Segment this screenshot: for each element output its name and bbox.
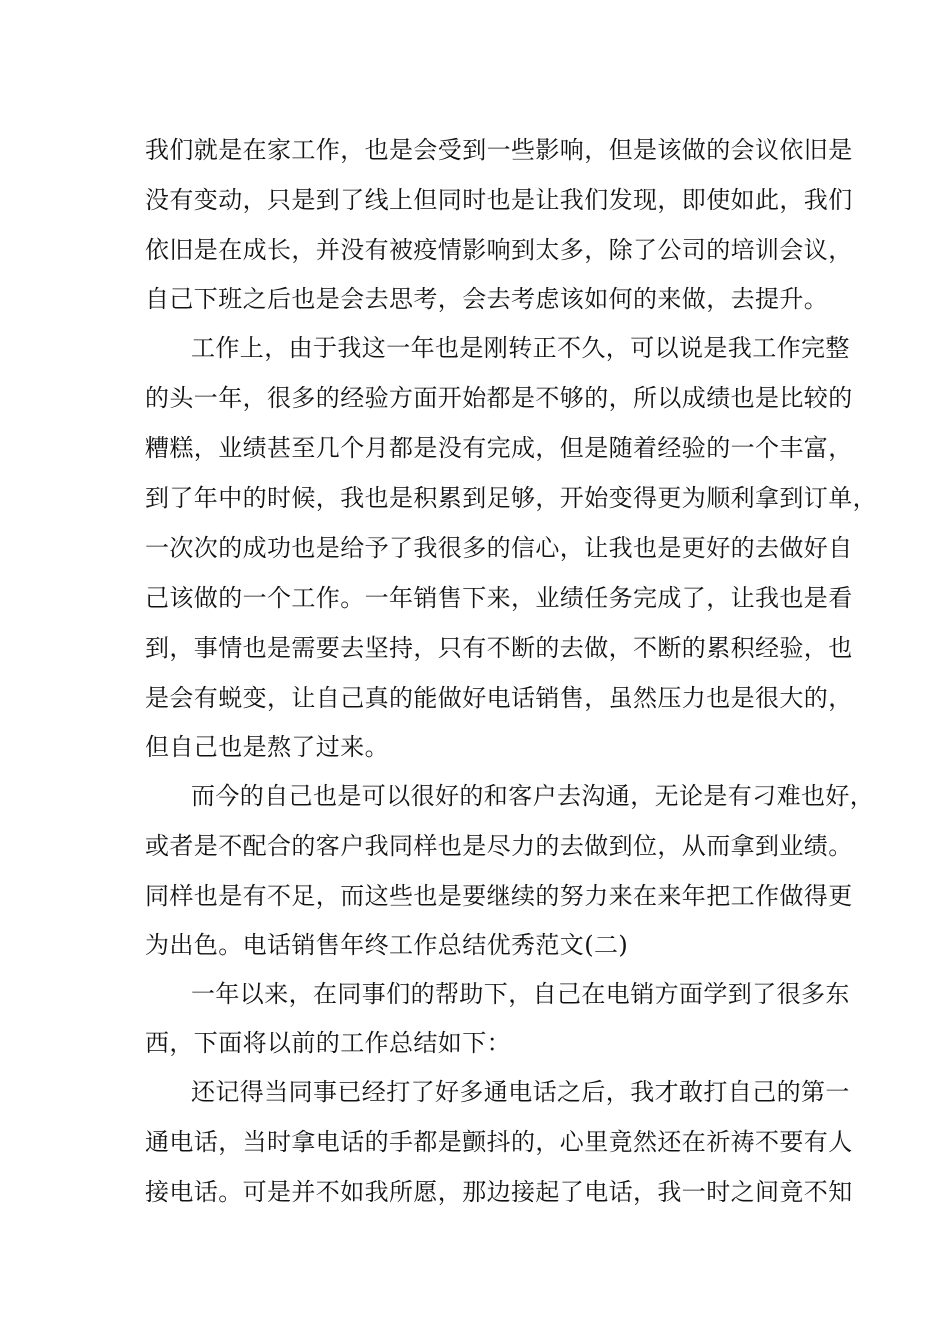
text-line: 为出色。电话销售年终工作总结优秀范文(二)	[145, 931, 629, 959]
text-line: 的头一年，很多的经验方面开始都是不够的，所以成绩也是比较的	[145, 384, 853, 412]
text-line: 西，下面将以前的工作总结如下：	[145, 1029, 511, 1057]
text-line: 到，事情也是需要去坚持，只有不断的去做，不断的累积经验，也	[145, 634, 853, 662]
text-line: 我们就是在家工作，也是会受到一些影响，但是该做的会议依旧是	[145, 136, 853, 164]
text-line: 一次次的成功也是给予了我很多的信心，让我也是更好的去做好自	[145, 534, 853, 562]
paragraph-first-line: 而今的自己也是可以很好的和客户去沟通，无论是有刁难也好，	[191, 782, 875, 810]
text-line: 通电话，当时拿电话的手都是颤抖的，心里竟然还在祈祷不要有人	[145, 1128, 853, 1156]
text-line: 自己下班之后也是会去思考，会去考虑该如何的来做，去提升。	[145, 285, 829, 313]
text-line: 或者是不配合的客户我同样也是尽力的去做到位，从而拿到业绩。	[145, 832, 853, 860]
paragraph-first-line: 一年以来，在同事们的帮助下，自己在电销方面学到了很多东	[191, 980, 850, 1008]
paragraph-first-line: 还记得当同事已经打了好多通电话之后，我才敢打自己的第一	[191, 1078, 850, 1106]
paragraph-first-line: 工作上，由于我这一年也是刚转正不久，可以说是我工作完整	[191, 334, 850, 362]
text-line: 但自己也是熬了过来。	[145, 733, 389, 761]
text-line: 没有变动，只是到了线上但同时也是让我们发现，即使如此，我们	[145, 186, 853, 214]
text-line: 是会有蜕变，让自己真的能做好电话销售，虽然压力也是很大的，	[145, 684, 853, 712]
text-line: 同样也是有不足，而这些也是要继续的努力来在来年把工作做得更	[145, 882, 853, 910]
text-line: 到了年中的时候，我也是积累到足够，开始变得更为顺利拿到订单，	[145, 484, 877, 512]
text-line: 接电话。可是并不如我所愿，那边接起了电话，我一时之间竟不知	[145, 1178, 853, 1206]
text-line: 糟糕，业绩甚至几个月都是没有完成，但是随着经验的一个丰富，	[145, 434, 853, 462]
text-line: 己该做的一个工作。一年销售下来，业绩任务完成了，让我也是看	[145, 584, 853, 612]
text-line: 依旧是在成长，并没有被疫情影响到太多，除了公司的培训会议，	[145, 236, 853, 264]
